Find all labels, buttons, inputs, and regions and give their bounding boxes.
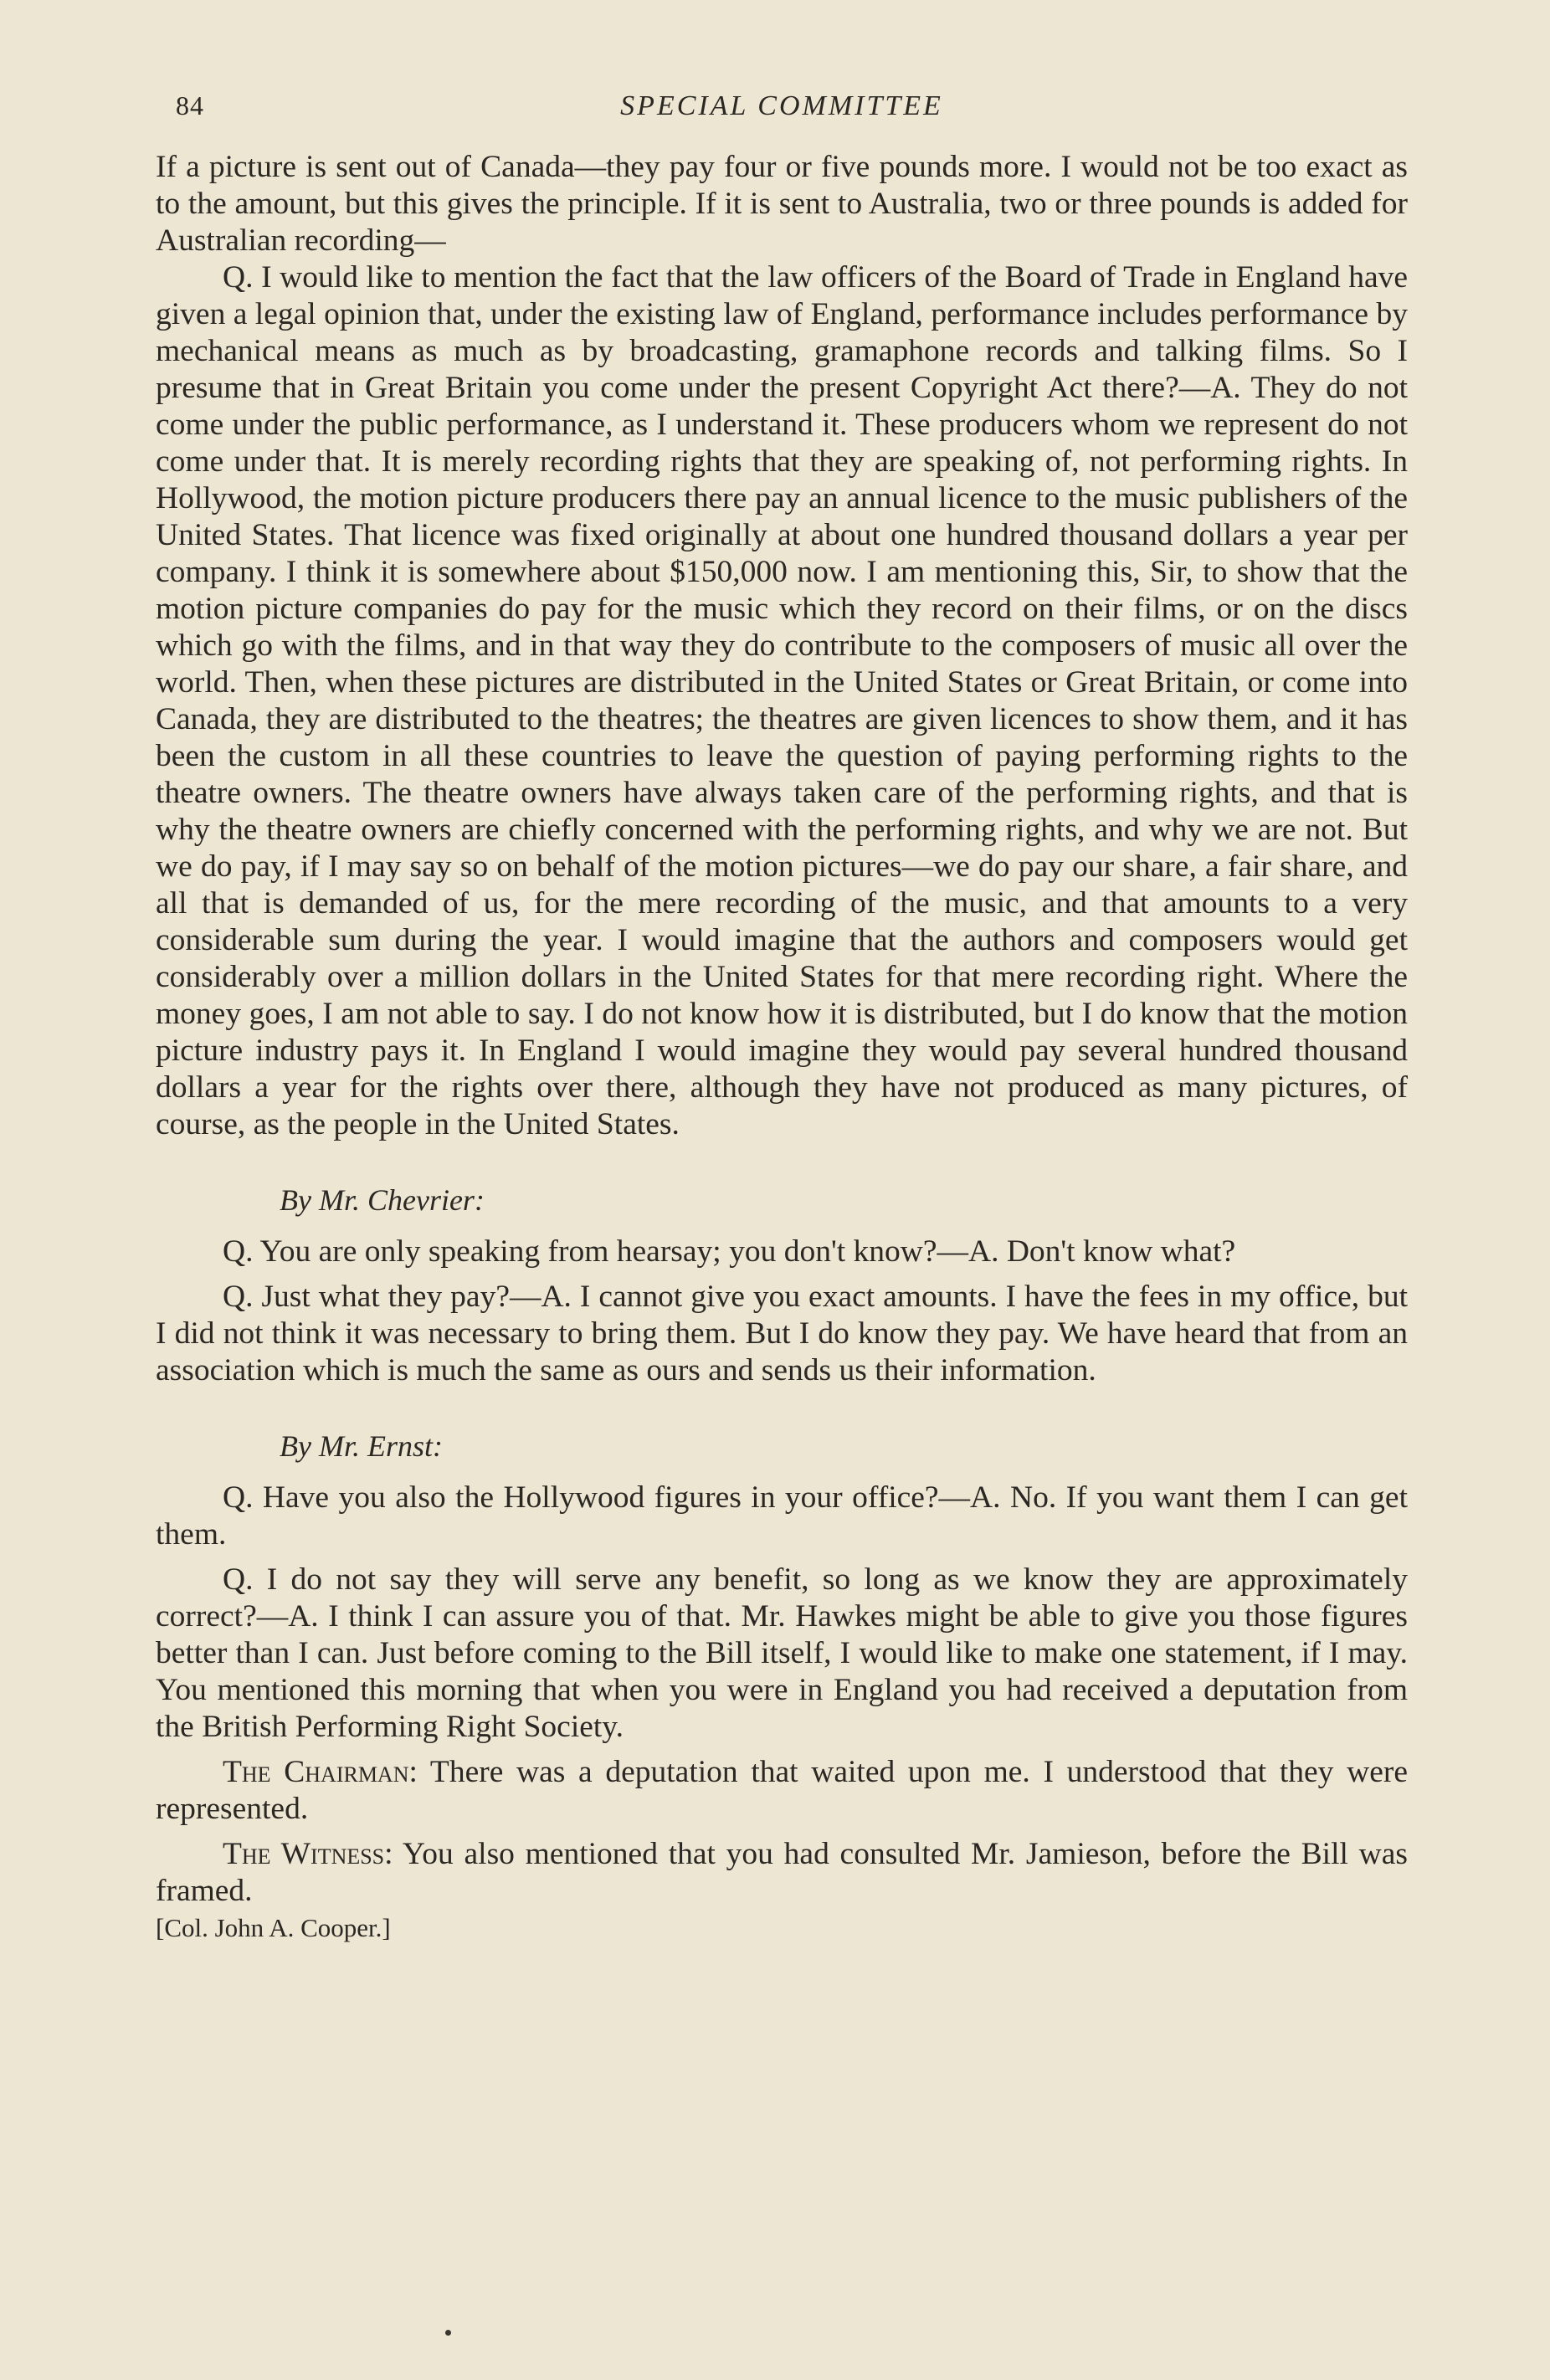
paragraph-continuation: If a picture is sent out of Canada—they pay four or five pounds more. I would not be too exact as to the amount, but this gives the principle. If it is sent to Australia, two or three pounds is added for Australian recording— [156,150,1408,258]
paragraph-chairman [156,1754,1408,1828]
body-text [156,149,1408,1947]
witness-text: You also mentioned that you had consulted Mr. Jamieson, before the Bill was framed. [156,1837,1408,1908]
running-head: SPECIAL COMMITTEE [620,90,943,121]
speaker-chairman: The Chairman: [223,1755,418,1789]
speaker-witness: The Witness: [223,1837,393,1871]
paragraph-question-what-they-pay: Q. Just what they pay?—A. I cannot give you exact amounts. I have the fees in my office, but I did not think it was necessary to bring them. But I do know they pay. We have heard that from an association which is much the same as ours and sends us their information. [156,1280,1408,1387]
paragraph-question-hearsay: Q. You are only speaking from hearsay; you don't know?—A. Don't know what? [223,1234,1236,1269]
chairman-text: There was a deputation that waited upon me. I understood that they were represented. [156,1755,1408,1826]
section-head-ernst: By Mr. Ernst: [280,1429,443,1463]
paragraph-question-hollywood-figures: Q. Have you also the Hollywood figures in your office?—A. No. If you want them I can get them. [156,1480,1408,1552]
section-head-chevrier: By Mr. Chevrier: [280,1183,485,1217]
paragraph-question-board-of-trade: Q. I would like to mention the fact that the law officers of the Board of Trade in England have given a legal opinion that, under the existing law of England, performance includes performance by mechanical means as much as by broadcasting, gramaphone records and talking films. So I presume that in Great Britain you come under the present Copyright Act there?—A. They do not come under the public performance, as I understand it. These producers whom we represent do not come under that. It is merely recording rights that they are speaking of, not performing rights. In Hollywood, the motion picture producers there pay an annual licence to the music publishers of the United States. That licence was fixed originally at about one hundred thousand dollars a year per company. I think it is somewhere about $150,000 now. I am mentioning this, Sir, to show that the motion picture companies do pay for the music which they record on their films, or on the discs which go with the films, and in that way they do contribute to the composers of music all over the world. Then, when these pictures are distributed in the United States or Great Britain, or come into Canada, they are distributed to the theatres; the theatres are given licences to show them, and it has been the custom in all these countries to leave the question of paying performing rights to the theatre owners. The theatre owners have always taken care of the performing rights, and that is why the theatre owners are chiefly concerned with the performing rights, and why we are not. But we do pay, if I may say so on behalf of the motion pictures—we do pay our share, a fair share, and all that is demanded of us, for the mere recording of the music, and that amounts to a very considerable sum during the year. I would imagine that the authors and composers would get considerably over a million dollars in the United States for that mere recording right. Where the money goes, I am not able to say. I do not know how it is distributed, but I do know that the motion picture industry pays it. In England I would imagine they would pay several hundred thousand dollars a year for the rights over there, although they have not produced as many pictures, of course, as the people in the United States. [156,260,1408,1141]
attribution: [Col. John A. Cooper.] [156,1913,391,1942]
paragraph-question-benefit: Q. I do not say they will serve any benefit, so long as we know they are approximately correct?—A. I think I can assure you of that. Mr. Hawkes might be able to give you those figures better than I can. Just before coming to the Bill itself, I would like to make one statement, if I may. You mentioned this morning that when you were in England you had received a deputation from the British Performing Right Society. [156,1562,1408,1744]
ink-dot [445,2330,451,2336]
page-number: 84 [176,90,204,121]
page-header [156,90,1408,149]
paragraph-witness [156,1836,1408,1910]
